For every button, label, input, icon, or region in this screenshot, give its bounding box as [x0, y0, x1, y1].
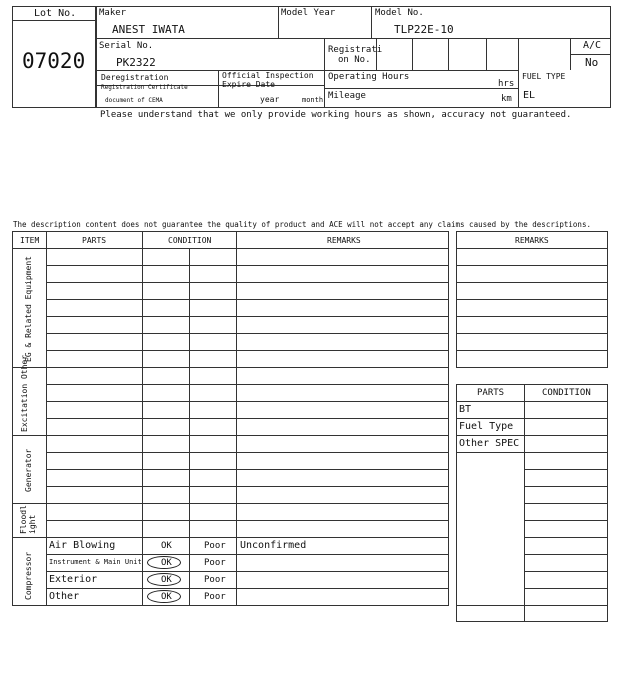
ac-value: No: [585, 56, 599, 69]
col-parts-header: PARTS: [82, 236, 107, 245]
fuel-type-label: FUEL TYPE: [522, 72, 566, 81]
condition-poor: Poor: [204, 541, 226, 551]
km-label: km: [501, 94, 512, 104]
serial-label: Serial No.: [99, 41, 154, 51]
mileage-label: Mileage: [328, 91, 366, 101]
section-label-eg-related: EG & Related Equipment: [24, 256, 33, 362]
section-label-excitation: Excitation Other: [20, 354, 29, 432]
lot-label: Lot No.: [34, 8, 77, 19]
document-cema-label: document of CEMA: [105, 97, 163, 104]
operating-hours-label: Operating Hours: [328, 72, 410, 82]
section-label-compressor: Compressor: [24, 551, 33, 600]
fuel-type-value: EL: [523, 90, 536, 101]
inspection-label-2: Expire Date: [222, 80, 275, 89]
lot-number: 07020: [22, 49, 86, 73]
part-air-blowing: Air Blowing: [49, 540, 116, 551]
right-parts-header: PARTS: [477, 388, 505, 398]
right-condition-header: CONDITION: [542, 388, 591, 398]
model-no-value: TLP22E-10: [394, 23, 454, 36]
condition-poor: Poor: [204, 592, 226, 602]
year-label: year: [260, 95, 280, 104]
disclaimer: The description content does not guarantee the quality of product and ACE will not accept any claims caused by the descriptions.: [13, 220, 591, 229]
right-row-bt: BT: [459, 404, 472, 415]
inspection-label-1: Official Inspection: [222, 71, 314, 80]
col-item-header: ITEM: [20, 236, 40, 245]
right-remarks-header: REMARKS: [515, 236, 549, 245]
working-hours-notice: Please understand that we only provide working hours as shown, accuracy not guaranteed.: [100, 110, 572, 120]
col-remarks-header: REMARKS: [327, 236, 361, 245]
month-label: month: [302, 96, 324, 104]
maker-value: ANEST IWATA: [112, 23, 185, 36]
condition-ok: OK: [161, 592, 172, 602]
col-condition-header: CONDITION: [168, 236, 212, 245]
hrs-label: hrs: [498, 79, 515, 89]
registration-certificate-label: Registration Certificate: [101, 84, 188, 91]
part-other: Other: [49, 591, 80, 602]
part-exterior: Exterior: [49, 574, 98, 585]
right-row-other-spec: Other SPEC: [459, 438, 520, 449]
maker-label: Maker: [99, 8, 127, 18]
condition-poor: Poor: [204, 575, 226, 585]
registration-label-2: on No.: [338, 55, 371, 65]
condition-poor: Poor: [204, 558, 226, 568]
model-no-label: Model No.: [375, 8, 424, 18]
registration-label-1: Registrati: [328, 45, 383, 55]
section-label-generator: Generator: [24, 448, 33, 492]
ac-label: A/C: [583, 40, 602, 51]
deregistration-label: Deregistration: [101, 73, 169, 82]
part-instrument-main-unit: Instrument & Main Unit: [49, 558, 142, 566]
condition-ok: OK: [161, 541, 172, 551]
right-row-fuel-type: Fuel Type: [459, 421, 514, 432]
serial-value: PK2322: [116, 56, 156, 69]
condition-ok: OK: [161, 575, 172, 585]
remark-unconfirmed: Unconfirmed: [240, 540, 307, 551]
condition-ok: OK: [161, 558, 172, 568]
model-year-label: Model Year: [281, 8, 336, 18]
